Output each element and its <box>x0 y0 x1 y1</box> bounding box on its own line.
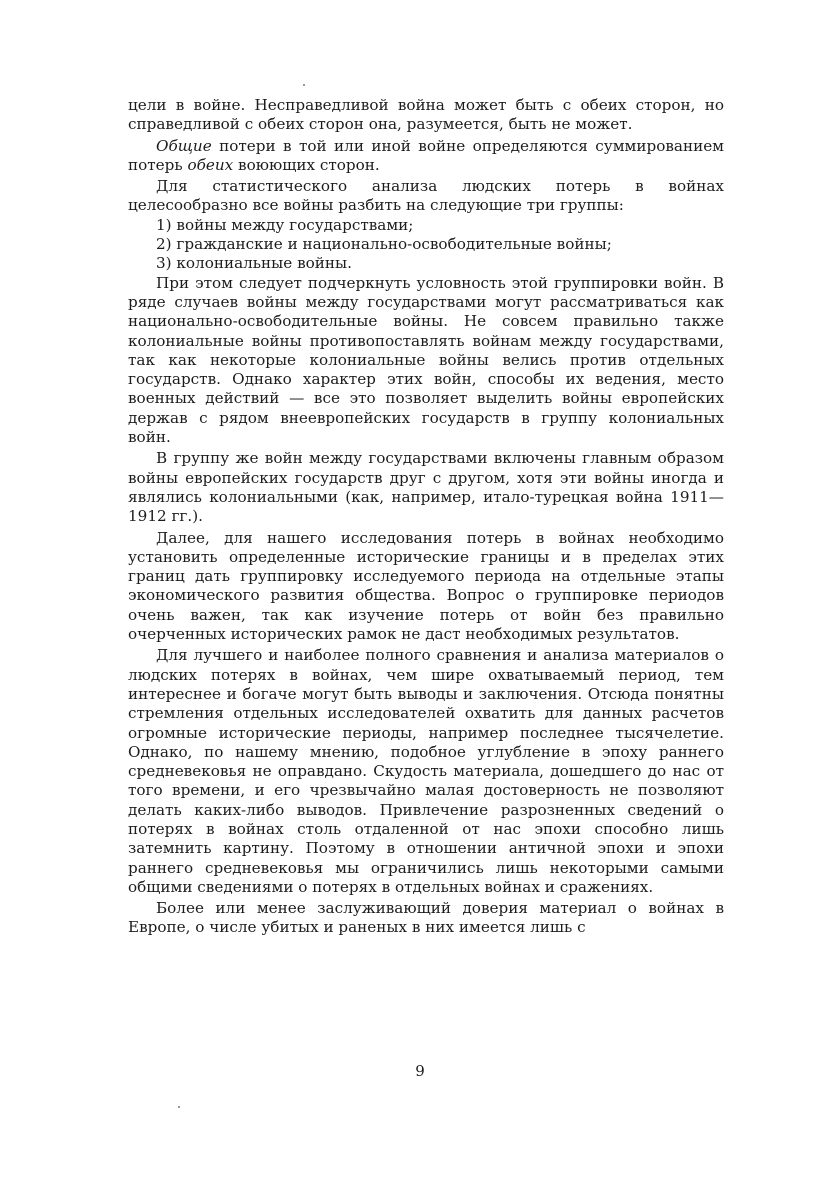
paragraph-6: Далее, для нашего исследования потерь в войнах необходимо установить определенные исторические границы и в пределах этих границ дать группировку исследуемого периода на отдельные этапы экономического развития общества. Вопрос о группировке периодов очень важен, так как изучение потерь от войн без правильно очерченных исторических рамок не даст необходимых результатов. <box>128 528 724 644</box>
paragraph-4: При этом следует подчеркнуть условность этой группировки войн. В ряде случаев войны между государствами могут рассматриваться как национально-освободительные войны. Не совсем правильно также колониальные войны противопоставлять войнам между государствами, так как некоторые колониальные войны велись против отдельных государств. Однако характер этих войн, способы их ведения, место военных действий — все это позволяет выделить войны европейских держав с рядом внеевропейских государств в группу колониальных войн. <box>128 273 724 447</box>
page-text-block <box>128 96 724 938</box>
paragraph-7: Для лучшего и наиболее полного сравнения и анализа материалов о людских потерях в войнах, чем шире охватываемый период, тем интереснее и богаче могут быть выводы и заключения. Отсюда понятны стремления отдельных исследователей охватить для данных расчетов огромные исторические периоды, например последнее тысячелетие. Однако, по нашему мнению, подобное углубление в эпоху раннего средневековья не оправдано. Скудость материала, дошедшего до нас от того времени, и его чрезвычайно малая достоверность не позволяют делать каких-либо выводов. Привлечение разрозненных сведений о потерях в войнах столь отдаленной от нас эпохи способно лишь затемнить картину. Поэтому в отношении античной эпохи и эпохи раннего средневековья мы ограничились лишь некоторыми самыми общими сведениями о потерях в отдельных войнах и сражениях. <box>128 646 724 896</box>
paragraph-5: В группу же войн между государствами включены главным образом войны европейских государств друг с другом, хотя эти войны иногда и являлись колониальными (как, например, итало-турецкая война 1911—1912 гг.). <box>128 449 724 526</box>
emphasis-both: обеих <box>187 155 234 174</box>
list-item-3: 3) колониальные войны. <box>156 254 352 273</box>
scan-speck <box>178 1106 180 1108</box>
paragraph-8: Более или менее заслуживающий доверия материал о войнах в Европе, о числе убитых и раненых в них имеется лишь с <box>128 899 724 937</box>
list-item-1: 1) войны между государствами; <box>156 215 414 234</box>
page-number: 9 <box>415 1062 425 1080</box>
paragraph-2-text-a: потери в той или иной войне определяются суммированием потерь <box>128 136 724 174</box>
scan-speck <box>303 84 305 86</box>
paragraph-2-text-b: воюющих сторон. <box>233 155 380 174</box>
list-item-2: 2) гражданские и национально-освободительные войны; <box>156 235 612 254</box>
paragraph-2 <box>128 137 724 176</box>
paragraph-3: Для статистического анализа людских потерь в войнах целесообразно все войны разбить на следующие три группы: <box>128 177 724 215</box>
emphasis-general: Общие <box>156 136 212 155</box>
paragraph-1: цели в войне. Несправедливой война может быть с обеих сторон, но справедливой с обеих сторон она, разумеется, быть не может. <box>128 96 724 134</box>
